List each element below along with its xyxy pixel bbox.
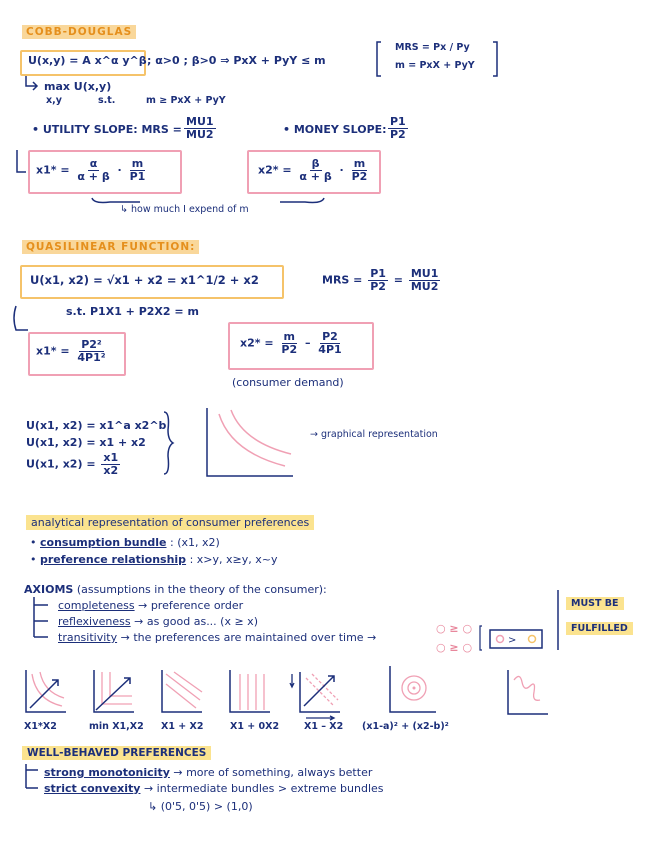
- mu2: MU2: [410, 280, 439, 293]
- bullet1-value: : (x1, x2): [170, 536, 220, 549]
- curly-brace: [160, 410, 176, 476]
- arrow-icon: [24, 76, 40, 92]
- mu2: MU2: [186, 128, 214, 141]
- graph-note-text: graphical representation: [320, 429, 438, 440]
- axiom-reflexiveness: reflexiveness → as good as... (x ≥ x): [58, 615, 258, 628]
- beta: β: [311, 157, 320, 170]
- graph-wavy: [506, 670, 550, 718]
- x1-lhs: x1* =: [36, 163, 70, 177]
- graph-perfect-substitutes: [160, 670, 204, 716]
- money-slope-label: • MONEY SLOPE:: [283, 123, 387, 136]
- graph-bad: [290, 670, 346, 724]
- graph-label1: X1*X2: [24, 721, 57, 732]
- axiom-sym1: ○ ≥ ○: [436, 622, 473, 635]
- cobb-max-sub: x,y: [46, 95, 62, 106]
- m: m: [283, 330, 295, 343]
- x2-lhs: x2* =: [240, 336, 274, 350]
- bullet-preference: • preference relationship : x>y, x≥y, x~y: [30, 553, 278, 566]
- wellbehaved-tree: [24, 764, 44, 794]
- x2-star: x2* = $\frac{\beta}{\alpha + \beta}$ · $\frac{m}{P2}$: [258, 157, 368, 183]
- utility-slope-label: • UTILITY SLOPE: MRS =: [32, 123, 182, 136]
- money-slope-frac: [386, 116, 410, 141]
- wb-monotonicity: strong monotonicity → more of something, always better: [44, 766, 373, 779]
- fulfilled: FULFILLED: [566, 622, 633, 635]
- axiom-sym2: ○ ≥ ○: [436, 641, 473, 654]
- axiom3-label: transitivity: [58, 631, 118, 644]
- alpha-beta: α + β: [77, 170, 110, 183]
- quasi-utility: U(x1, x2) = √x1 + x2 = x1^1/2 + x2: [30, 273, 259, 287]
- quasi-x1: [36, 339, 110, 364]
- alpha: α: [89, 157, 98, 170]
- wb1-label: strong monotonicity: [44, 766, 170, 779]
- graph-vertical-lines: [228, 670, 272, 716]
- wb2-label: strict convexity: [44, 782, 141, 795]
- x2-lhs: x2* =: [258, 163, 292, 177]
- axioms-heading: [24, 583, 327, 596]
- graph-min: [92, 670, 136, 716]
- axiom2-value: as good as... (x ≥ x): [146, 615, 258, 628]
- x1-lhs: x1* =: [36, 344, 70, 358]
- p2: P2: [281, 343, 298, 356]
- expend-note: ↳ how much I expend of m: [120, 204, 249, 215]
- cobb-bracket-m: m = PxX + PyY: [395, 60, 475, 71]
- form-line3-num: x1: [103, 451, 119, 464]
- graph-label6: (x1-a)² + (x2-b)²: [362, 721, 449, 732]
- bullet2-value: : x>y, x≥y, x~y: [189, 553, 278, 566]
- graph-note: → graphical representation: [310, 429, 438, 440]
- graph-label2: min X1,X2: [89, 721, 144, 732]
- analytical-heading: analytical representation of consumer preferences: [26, 515, 314, 530]
- wb1-value: more of something, always better: [186, 766, 373, 779]
- p1: P1: [390, 115, 406, 128]
- form-line2: U(x1, x2) = x1 + x2: [26, 436, 146, 449]
- p2: P2: [351, 170, 368, 183]
- axiom1-value: preference order: [150, 599, 244, 612]
- m: m: [353, 157, 366, 170]
- axiom2-label: reflexiveness: [58, 615, 131, 628]
- axiom-completeness: completeness → preference order: [58, 599, 244, 612]
- form-line3-lhs: U(x1, x2) =: [26, 457, 96, 471]
- p1: P1: [370, 267, 386, 280]
- p2: P2: [390, 128, 406, 141]
- svg-text:>: >: [508, 635, 517, 646]
- x1-den: 4P1²: [77, 351, 106, 364]
- axioms-tree: [32, 597, 52, 643]
- expend-note-text: how much I expend of m: [130, 204, 249, 215]
- graph-label3: X1 + X2: [161, 721, 204, 732]
- utility-slope-frac: [182, 116, 218, 141]
- axiom1-label: completeness: [58, 599, 135, 612]
- graph-bliss-point: [388, 666, 438, 716]
- x1-num: P2²: [81, 338, 102, 351]
- form-line1: U(x1, x2) = x1^a x2^b: [26, 419, 167, 432]
- p1: P1: [129, 170, 146, 183]
- quasi-x2: x2* = $\frac{m}{P2}$ – $\frac{P2}{4P1}$: [240, 330, 342, 356]
- transitivity-result: [478, 624, 548, 654]
- quasi-constraint: s.t. P1X1 + P2X2 = m: [66, 305, 199, 318]
- graph-label5: X1 – X2: [304, 721, 344, 732]
- divider-line: [556, 590, 562, 652]
- consumer-demand-note: (consumer demand): [232, 376, 344, 389]
- cobb-utility: U(x,y) = A x^α y^β: [28, 54, 147, 67]
- cobb-conditions: ; α>0 ; β>0 ⇒ PxX + PyY ≤ m: [147, 54, 326, 67]
- graph-cobb-douglas: [24, 670, 68, 716]
- mu1: MU1: [186, 115, 214, 128]
- bullet1-label: consumption bundle: [40, 536, 167, 549]
- axiom3-value: the preferences are maintained over time: [133, 631, 364, 644]
- cobb-heading: COBB-DOUGLAS: [22, 25, 136, 39]
- x2-den2: 4P1: [318, 343, 342, 356]
- p2: P2: [370, 280, 386, 293]
- arrow-icon: [10, 306, 32, 334]
- m: m: [131, 157, 144, 170]
- graph-label4: X1 + 0X2: [230, 721, 280, 732]
- axioms-heading-rest: (assumptions in the theory of the consumer):: [76, 583, 327, 596]
- wb-example-text: (0'5, 0'5) > (1,0): [160, 800, 253, 813]
- form-line3: [26, 452, 122, 477]
- axioms-heading-bold: AXIOMS: [24, 583, 74, 596]
- mu1: MU1: [410, 267, 439, 280]
- cobb-st: s.t.: [98, 95, 116, 106]
- indifference-graph: [205, 408, 295, 480]
- wb-example: ↳ (0'5, 0'5) > (1,0): [148, 800, 253, 813]
- quasi-mrs: MRS = $\frac{P1}{P2}$ = $\frac{MU1}{MU2}$: [322, 267, 439, 293]
- alpha-beta: α + β: [299, 170, 332, 183]
- bullet2-label: preference relationship: [40, 553, 187, 566]
- bullet-consumption: • consumption bundle : (x1, x2): [30, 536, 220, 549]
- wellbehaved-heading: WELL-BEHAVED PREFERENCES: [22, 746, 211, 760]
- cobb-constraint: m ≥ PxX + PyY: [146, 95, 226, 106]
- cobb-bracket-mrs: MRS = Px / Py: [395, 42, 470, 53]
- wb2-value: intermediate bundles > extreme bundles: [156, 782, 384, 795]
- x1-star: x1* = $\frac{\alpha}{\alpha + \beta}$ · $\frac{m}{P1}$: [36, 157, 146, 183]
- p2: P2: [322, 330, 338, 343]
- mrs-lhs: MRS =: [322, 273, 363, 287]
- axiom-transitivity: transitivity → the preferences are maintained over time →: [58, 631, 377, 644]
- cobb-max: max U(x,y): [44, 80, 112, 93]
- wb-convexity: strict convexity → intermediate bundles > extreme bundles: [44, 782, 384, 795]
- form-line3-den: x2: [103, 464, 119, 477]
- quasi-heading: QUASILINEAR FUNCTION:: [22, 240, 199, 254]
- must-be: MUST BE: [566, 597, 624, 610]
